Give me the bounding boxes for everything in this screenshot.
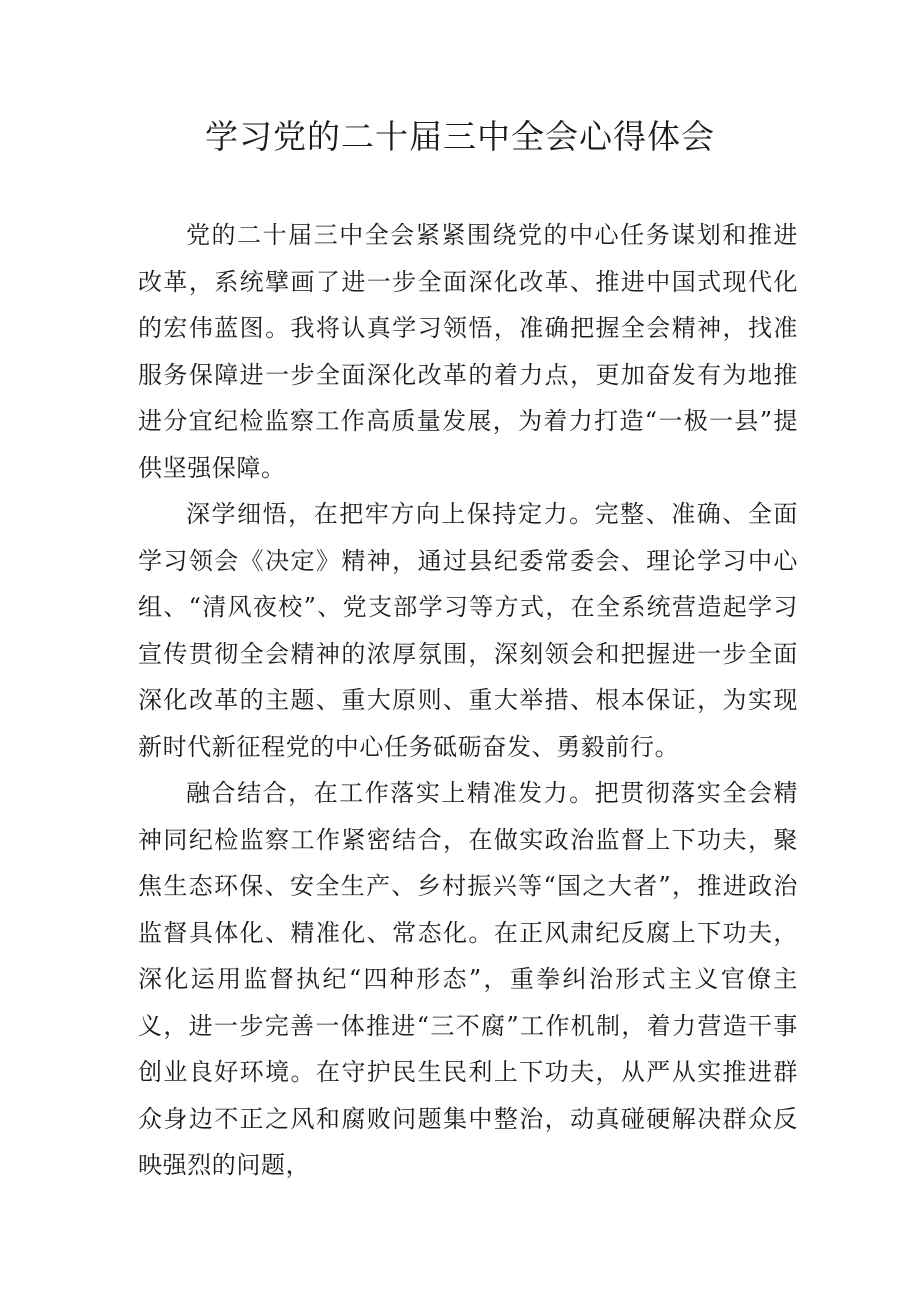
paragraph-2: 深学细悟，在把牢方向上保持定力。完整、准确、全面学习领会《决定》精神，通过县纪委常委会、理论学习中心组、“清风夜校”、党支部学习等方式，在全系统营造起学习宣传贯彻全会精神的浓厚氛围，深刻领会和把握进一步全面深化改革的主题、重大原则、重大举措、根本保证，为实现新时代新征程党的中心任务砥砺奋发、勇毅前行。: [138, 500, 798, 761]
document-title: 学习党的二十届三中全会心得体会: [205, 117, 715, 156]
paragraph-1: 党的二十届三中全会紧紧围绕党的中心任务谋划和推进改革，系统擘画了进一步全面深化改革、推进中国式现代化的宏伟蓝图。我将认真学习领悟，准确把握全会精神，找准服务保障进一步全面深化改革的着力点，更加奋发有为地推进分宜纪检监察工作高质量发展，为着力打造“一极一县”提供坚强保障。: [138, 221, 798, 482]
paragraph-3: 融合结合，在工作落实上精准发力。把贯彻落实全会精神同纪检监察工作紧密结合，在做实政治监督上下功夫，聚焦生态环保、安全生产、乡村振兴等“国之大者”，推进政治监督具体化、精准化、常态化。在正风肃纪反腐上下功夫，深化运用监督执纪“四种形态”，重拳纠治形式主义官僚主义，进一步完善一体推进“三不腐”工作机制，着力营造干事创业良好环境。在守护民生民利上下功夫，从严从实推进群众身边不正之风和腐败问题集中整治，动真碰硬解决群众反映强烈的问题，: [138, 779, 798, 1179]
document-body: [138, 212, 798, 1189]
